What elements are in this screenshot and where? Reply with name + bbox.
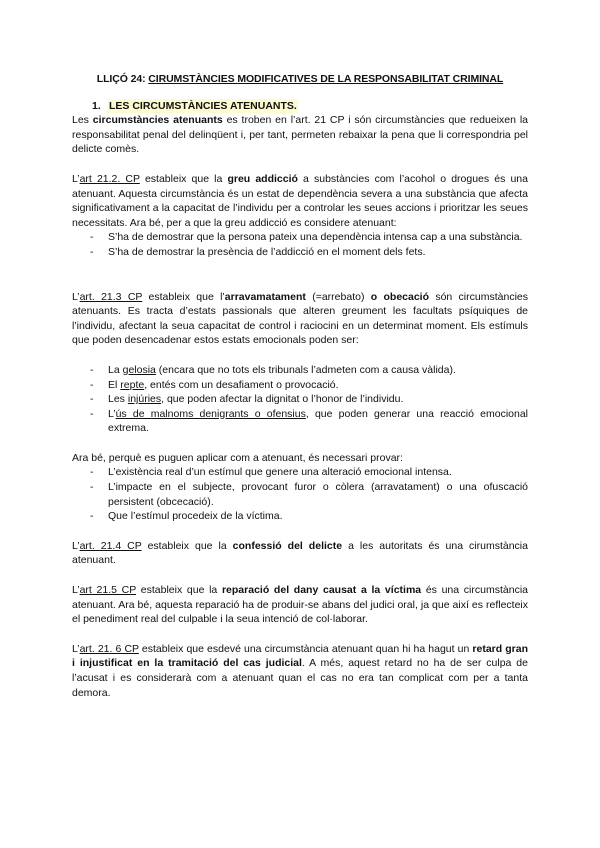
section-heading [92, 99, 528, 114]
page-title [72, 72, 528, 87]
term-retard: retard gran i injustificat en la tramitació del cas judicial [72, 642, 528, 670]
term-circumstancies-atenuants: circumstàncies atenuants [92, 114, 223, 127]
reparacio-paragraph: L’art 21.5 CP estableix que la reparació del dany causat a la víctima és una circumstància atenuant. Ara bé, aquesta reparació ha de produir-se abans del judici oral, ja que així es reflecteix el penediment real del culpable i la seua intenció de col·laborar. [72, 584, 528, 626]
title-main: CIRUMSTÀNCIES MODIFICATIVES DE LA RESPONSABILITAT CRIMINAL [148, 73, 504, 85]
section-heading-text: LES CIRCUMSTÀNCIES ATENUANTS. [109, 99, 297, 112]
law-ref-21-4: art. 21.4 CP [79, 539, 142, 552]
confessio-paragraph: L’art. 21.4 CP estableix que la confessió del delicte a les autoritats és una cirumstància atenuant. [72, 539, 528, 567]
provar-intro: Ara bé, perquè es puguen aplicar com a atenuant, és necessari provar: [72, 451, 403, 464]
term-arravamatament: arravamatament [224, 290, 306, 303]
law-ref-21-3: art. 21.3 CP [79, 290, 143, 303]
list-item: - Les injúries, que poden afectar la dignitat o l’honor de l’individu. [90, 392, 528, 407]
list-item: - El repte, entés com un desafiament o provocació. [90, 378, 528, 393]
estimuls-list [72, 363, 528, 436]
term-greu-addiccio: greu addicció [227, 172, 298, 185]
law-ref-21-6: art. 21. 6 CP [79, 642, 139, 655]
list-item: - S’ha de demostrar que la persona pateix una dependència intensa cap a una substància. [90, 230, 528, 245]
retard-paragraph: L’art. 21. 6 CP estableix que esdevé una circumstància atenuant quan hi ha hagut un retard gran i injustificat en la tramitació del cas judicial. A més, aquest retard no ha de ser culpa de l’acusat i es considerarà com a atenuant quan el cas no era tan complicat com per a tanta demora. [72, 642, 528, 699]
greu-addiccio-requirements [72, 230, 528, 259]
list-item: - L’existència real d’un estímul que genere una alteració emocional intensa. [90, 465, 528, 480]
law-ref-21-2: art 21.2. CP [79, 172, 140, 185]
term-reparacio: reparació del dany causat a la víctima [221, 584, 422, 597]
greu-addiccio-paragraph: L’art 21.2. CP estableix que la greu addicció a substàncies com l’acohol o drogues és una atenuant. Aquesta circumstància és un estat de dependència severa a una substància que afecta significativament a la capacitat de l’individu per a controlar les seues accions i prioritzar les seues necessitats. Ara bé, per a que la greu addicció es considere atenuant: [72, 172, 528, 229]
title-prefix: LLIÇÓ 24: [96, 73, 149, 85]
list-item: - L’ús de malnoms denigrants o ofensius, que poden generar una reacció emocional extrema. [90, 407, 528, 436]
section-number: 1. [92, 99, 101, 112]
list-item: - S’ha de demostrar la presència de l’addicció en el moment dels fets. [90, 245, 528, 260]
list-item: - La gelosia (encara que no tots els tribunals l’admeten com a causa vàlida). [90, 363, 528, 378]
list-item: - L’impacte en el subjecte, provocant furor o còlera (arravatament) o una ofuscació persistent (obcecació). [90, 480, 528, 509]
term-confessio: confessió del delicte [232, 539, 343, 552]
arravatament-paragraph: L’art. 21.3 CP estableix que l’arravamatament (=arrebato) o obecació són circumstàncies atenuants. Es tracta d’estats passionals que alteren greument les facultats psíquiques de l’individu, afectant la seua capacitat de control i raciocini en un determinat moment. Els estímuls que poden desencadenar estos estats emocionals poden ser: [72, 290, 528, 347]
law-ref-21-5: art 21.5 CP [79, 584, 137, 597]
provar-list [72, 465, 528, 523]
intro-paragraph: Les circumstàncies atenuants es troben en l’art. 21 CP i són circumstàncies que redueixen la responsabilitat penal del delinqüent i, per tant, permeten rebaixar la pena que li correspondria pel delicte comès. [72, 114, 528, 156]
list-item: - Que l’estímul procedeix de la víctima. [90, 509, 528, 524]
term-obecacio: o obecació [370, 290, 430, 303]
